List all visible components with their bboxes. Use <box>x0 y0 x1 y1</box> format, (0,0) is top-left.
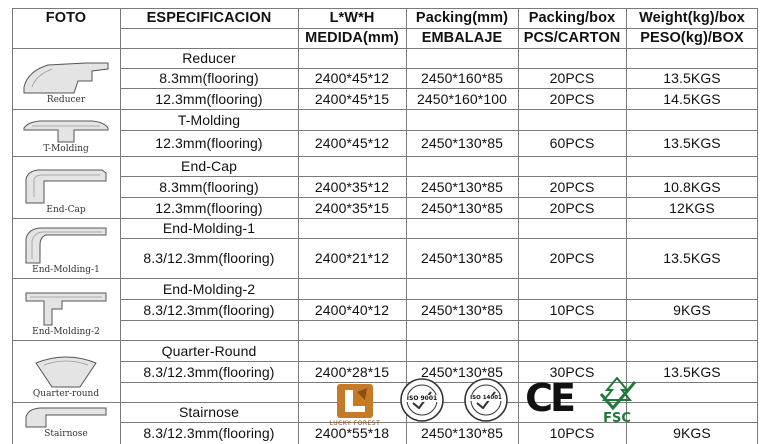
pcs-cell: 60PCS <box>549 135 595 151</box>
photo-t-molding <box>16 112 116 156</box>
weight-cell: 9KGS <box>673 425 711 441</box>
photo-caption: Stairnose <box>44 429 88 439</box>
size-cell: 2400*45*12 <box>314 70 390 86</box>
size-cell: 2400*45*15 <box>314 90 390 107</box>
header-lwh: L*W*H <box>329 10 375 26</box>
photo-reducer <box>16 51 116 107</box>
packing-cell: 2450*160*85 <box>420 70 504 86</box>
quarter-round-profile-icon <box>22 353 110 389</box>
pcs-cell: 30PCS <box>549 363 595 380</box>
header-foto: FOTO <box>45 10 87 26</box>
iso14001-logo <box>462 376 510 424</box>
pcs-cell: 20PCS <box>549 90 595 107</box>
photo-end-cap <box>16 159 116 217</box>
header-packing: Packing(mm) <box>415 10 509 26</box>
product-name: Reducer <box>182 50 236 66</box>
spec-cell: 8.3mm(flooring) <box>159 178 259 195</box>
header-packing-box: Packing/box <box>528 10 616 26</box>
iso9001-text: ISO 9001 <box>406 395 438 402</box>
photo-caption: Reducer <box>46 95 86 105</box>
photo-caption: T-Molding <box>43 144 89 154</box>
end-cap-profile-icon <box>22 167 110 205</box>
product-name: End-Cap <box>181 158 237 174</box>
weight-cell: 12KGS <box>669 199 715 216</box>
lucky-forest-text: LUCKY FOREST <box>329 419 381 427</box>
end-molding-1-profile-icon <box>22 225 110 265</box>
packing-cell: 2450*130*85 <box>420 178 504 195</box>
photo-end-molding-1 <box>16 221 116 277</box>
grid-line <box>120 320 758 321</box>
header-especificacion: ESPECIFICACION <box>146 10 272 26</box>
stairnose-profile-icon <box>22 405 110 429</box>
header-weight: Weight(kg)/box <box>639 10 745 26</box>
photo-quarter-round <box>16 343 116 401</box>
spec-cell: 8.3/12.3mm(flooring) <box>143 363 275 380</box>
size-cell: 2400*35*15 <box>314 199 390 216</box>
iso14001-text: ISO 14001 <box>470 395 502 401</box>
size-cell: 2400*40*12 <box>314 301 390 318</box>
spec-cell: 12.3mm(flooring) <box>155 90 263 107</box>
weight-cell: 13.5KGS <box>663 250 721 266</box>
photo-stairnose <box>16 405 116 444</box>
product-name: T-Molding <box>177 111 241 128</box>
product-name: Quarter-Round <box>161 342 257 359</box>
pcs-cell: 10PCS <box>549 425 595 441</box>
pcs-cell: 20PCS <box>549 250 595 266</box>
pcs-cell: 20PCS <box>549 70 595 86</box>
fsc-text: FSC <box>603 411 631 426</box>
spec-cell: 12.3mm(flooring) <box>155 135 263 151</box>
packing-cell: 2450*130*85 <box>420 135 504 151</box>
header-pcs-carton: PCS/CARTON <box>523 30 621 46</box>
packing-cell: 2450*130*85 <box>420 199 504 216</box>
lucky-forest-logo <box>320 378 390 430</box>
spec-cell: 12.3mm(flooring) <box>155 199 263 216</box>
size-cell: 2400*28*15 <box>314 363 390 380</box>
t-molding-profile-icon <box>22 118 110 144</box>
specification-table <box>12 8 758 444</box>
lucky-forest-emblem-icon <box>335 382 375 420</box>
spec-cell: 8.3/12.3mm(flooring) <box>143 301 275 318</box>
product-name: End-Molding-2 <box>162 280 256 297</box>
iso9001-logo <box>398 376 446 424</box>
reducer-profile-icon <box>22 59 110 95</box>
fsc-tree-check-icon <box>597 376 637 412</box>
packing-cell: 2450*160*100 <box>417 90 507 107</box>
packing-cell: 2450*130*85 <box>420 363 504 380</box>
product-name: Stairnose <box>178 404 240 420</box>
ce-mark <box>524 378 574 418</box>
weight-cell: 10.8KGS <box>663 178 721 195</box>
spec-cell: 8.3/12.3mm(flooring) <box>143 425 275 441</box>
weight-cell: 13.5KGS <box>663 363 721 380</box>
photo-caption: End-Molding-1 <box>32 265 100 275</box>
packing-cell: 2450*130*85 <box>420 301 504 318</box>
size-cell: 2400*35*12 <box>314 178 390 195</box>
pcs-cell: 20PCS <box>549 199 595 216</box>
photo-end-molding-2 <box>16 281 116 339</box>
size-cell: 2400*45*12 <box>314 135 390 151</box>
pcs-cell: 10PCS <box>549 301 595 318</box>
header-embalaje: EMBALAJE <box>421 30 503 46</box>
header-medida: MEDIDA(mm) <box>305 30 399 46</box>
size-cell: 2400*21*12 <box>314 250 390 266</box>
grid-line <box>12 8 13 444</box>
pcs-cell: 20PCS <box>549 178 595 195</box>
spec-cell: 8.3/12.3mm(flooring) <box>143 250 275 266</box>
packing-cell: 2450*130*85 <box>420 425 504 441</box>
size-cell: 2400*55*18 <box>314 425 390 441</box>
header-peso: PESO(kg)/BOX <box>640 30 744 46</box>
weight-cell: 9KGS <box>673 301 711 318</box>
weight-cell: 13.5KGS <box>663 135 721 151</box>
photo-caption: End-Molding-2 <box>32 327 100 337</box>
weight-cell: 14.5KGS <box>663 90 721 107</box>
packing-cell: 2450*130*85 <box>420 250 504 266</box>
end-molding-2-profile-icon <box>22 287 110 327</box>
photo-caption: Quarter-round <box>32 389 100 399</box>
spec-cell: 8.3mm(flooring) <box>159 70 259 86</box>
photo-caption: End-Cap <box>46 205 86 215</box>
fsc-logo <box>592 370 642 432</box>
weight-cell: 13.5KGS <box>663 70 721 86</box>
product-name: End-Molding-1 <box>162 220 256 236</box>
ce-text: CE <box>525 376 573 420</box>
